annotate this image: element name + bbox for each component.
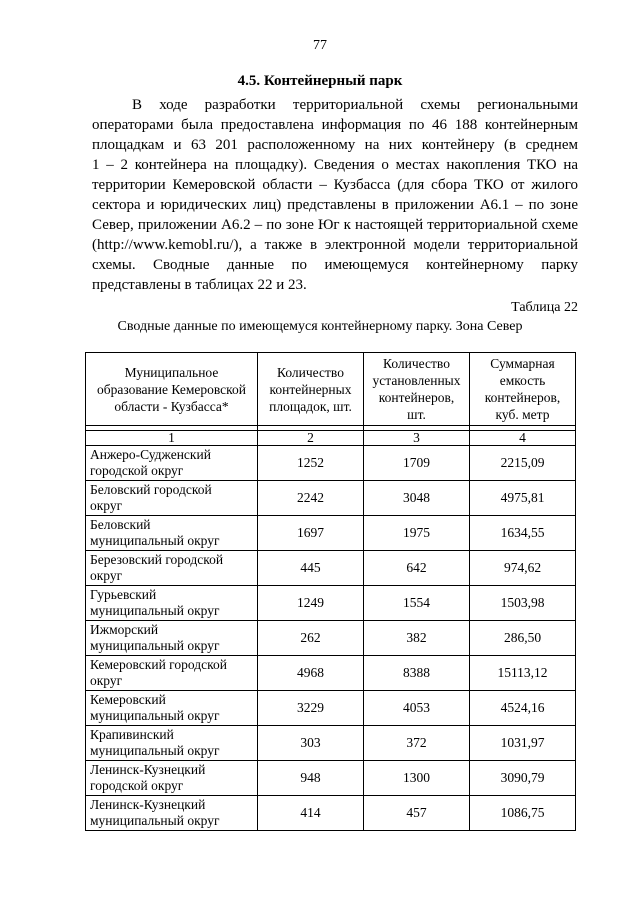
capacity-cell: 3090,79	[470, 761, 576, 796]
municipality-line: округ	[90, 673, 123, 688]
municipality-cell	[86, 761, 258, 796]
municipality-line: Беловский	[90, 517, 151, 532]
capacity-cell: 286,50	[470, 621, 576, 656]
table-row	[86, 551, 576, 586]
column-number: 4	[470, 431, 576, 446]
paragraph-line: представлены в таблицах 22 и 23.	[92, 277, 307, 293]
section-title: 4.5. Контейнерный парк	[237, 73, 403, 89]
municipality-line: Ижморский	[90, 622, 159, 637]
paragraph-line: 1 – 2 контейнера на площадку). Сведения о местах накопления ТКО на	[92, 157, 578, 173]
municipality-line: городской округ	[90, 463, 184, 478]
column-number: 1	[86, 431, 258, 446]
municipality-line: муниципальный округ	[90, 708, 220, 723]
sites-cell: 1697	[258, 516, 364, 551]
municipality-line: Кемеровский	[90, 692, 166, 707]
municipality-cell	[86, 446, 258, 481]
table-row	[86, 446, 576, 481]
municipality-cell	[86, 691, 258, 726]
table-header-row	[86, 353, 576, 426]
containers-cell: 457	[364, 796, 470, 831]
paragraph-line: В ходе разработки территориальной схемы региональными	[132, 97, 578, 113]
containers-cell: 372	[364, 726, 470, 761]
containers-cell: 1300	[364, 761, 470, 796]
municipality-cell	[86, 656, 258, 691]
containers-cell: 3048	[364, 481, 470, 516]
column-number: 3	[364, 431, 470, 446]
column-number: 2	[258, 431, 364, 446]
municipality-cell	[86, 621, 258, 656]
sites-cell: 303	[258, 726, 364, 761]
containers-cell: 1709	[364, 446, 470, 481]
paragraph-line: схемы. Сводные данные по имеющемуся контейнерному парку	[92, 257, 578, 273]
municipality-line: муниципальный округ	[90, 743, 220, 758]
table-row	[86, 656, 576, 691]
sites-cell: 262	[258, 621, 364, 656]
column-number-row	[86, 431, 576, 446]
table-row	[86, 691, 576, 726]
paragraph-line: площадкам и 63 201 расположенному на них контейнеру (в среднем	[92, 137, 578, 153]
municipality-line: муниципальный округ	[90, 813, 220, 828]
header-sites: Количество контейнерных площадок, шт.	[258, 353, 364, 426]
sites-cell: 1249	[258, 586, 364, 621]
municipality-cell	[86, 586, 258, 621]
table-row	[86, 621, 576, 656]
sites-cell: 948	[258, 761, 364, 796]
page-number: 77	[313, 38, 327, 53]
capacity-cell: 974,62	[470, 551, 576, 586]
municipality-cell	[86, 481, 258, 516]
municipality-cell	[86, 516, 258, 551]
table-label: Таблица 22	[511, 300, 578, 315]
capacity-cell: 15113,12	[470, 656, 576, 691]
sites-cell: 3229	[258, 691, 364, 726]
municipality-line: Ленинск-Кузнецкий	[90, 797, 206, 812]
capacity-cell: 1634,55	[470, 516, 576, 551]
municipality-line: Гурьевский	[90, 587, 157, 602]
municipality-line: Анжеро-Судженский	[90, 447, 211, 462]
municipality-line: Березовский городской	[90, 552, 224, 567]
header-capacity: Суммарная емкость контейнеров, куб. метр	[470, 353, 576, 426]
sites-cell: 2242	[258, 481, 364, 516]
paragraph-line: сектора и юридических лиц) представлены в приложении А6.1 – по зоне	[92, 197, 578, 213]
municipality-line: Беловский городской	[90, 482, 212, 497]
municipality-line: муниципальный округ	[90, 533, 220, 548]
municipality-cell	[86, 726, 258, 761]
municipality-line: муниципальный округ	[90, 638, 220, 653]
municipality-cell	[86, 551, 258, 586]
paragraph-line: Север, приложении А6.2 – по зоне Юг к настоящей территориальной схеме	[92, 217, 578, 233]
sites-cell: 445	[258, 551, 364, 586]
sites-cell: 414	[258, 796, 364, 831]
paragraph-line: территории Кемеровской области – Кузбасса (для сбора ТКО от жилого	[92, 177, 578, 193]
container-park-table	[85, 352, 576, 831]
containers-cell: 382	[364, 621, 470, 656]
containers-cell: 1975	[364, 516, 470, 551]
sites-cell: 4968	[258, 656, 364, 691]
municipality-line: городской округ	[90, 778, 184, 793]
containers-cell: 4053	[364, 691, 470, 726]
table-row	[86, 586, 576, 621]
paragraph-line: операторами была предоставлена информация по 46 188 контейнерным	[92, 117, 578, 133]
capacity-cell: 1503,98	[470, 586, 576, 621]
municipality-cell	[86, 796, 258, 831]
table-row	[86, 761, 576, 796]
capacity-cell: 1086,75	[470, 796, 576, 831]
municipality-line: муниципальный округ	[90, 603, 220, 618]
containers-cell: 642	[364, 551, 470, 586]
capacity-cell: 4975,81	[470, 481, 576, 516]
sites-cell: 1252	[258, 446, 364, 481]
municipality-line: округ	[90, 568, 123, 583]
municipality-line: Ленинск-Кузнецкий	[90, 762, 206, 777]
table-row	[86, 481, 576, 516]
capacity-cell: 4524,16	[470, 691, 576, 726]
municipality-line: Кемеровский городской	[90, 657, 227, 672]
table-row	[86, 516, 576, 551]
paragraph-line: (http://www.kemobl.ru/), а также в электронной модели территориальной	[92, 237, 578, 253]
header-municipality: Муниципальное образование Кемеровской области - Кузбасса*	[86, 353, 258, 426]
containers-cell: 1554	[364, 586, 470, 621]
table-row	[86, 796, 576, 831]
municipality-line: Крапивинский	[90, 727, 174, 742]
table-caption: Сводные данные по имеющемуся контейнерному парку. Зона Север	[117, 319, 523, 334]
table-row	[86, 726, 576, 761]
containers-cell: 8388	[364, 656, 470, 691]
body-paragraph	[92, 95, 578, 295]
municipality-line: округ	[90, 498, 123, 513]
header-containers: Количество установленных контейнеров, шт.	[364, 353, 470, 426]
capacity-cell: 1031,97	[470, 726, 576, 761]
capacity-cell: 2215,09	[470, 446, 576, 481]
